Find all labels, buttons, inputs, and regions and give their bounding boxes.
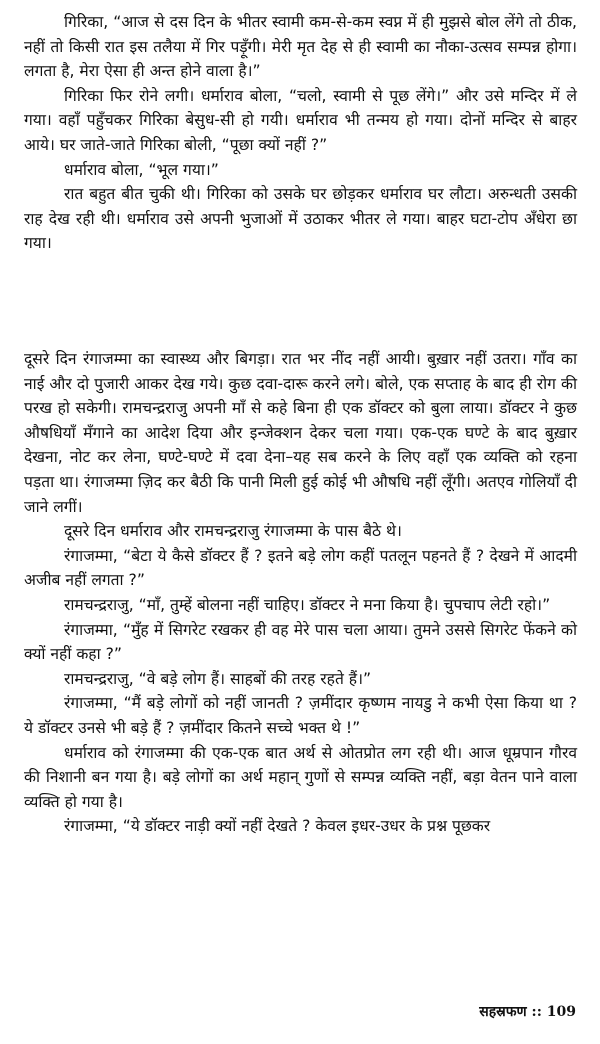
page-footer xyxy=(479,1000,576,1025)
paragraph: रात बहुत बीत चुकी थी। गिरिका को उसके घर छोड़कर धर्माराव घर लौटा। अरुन्धती उसकी राह देख रही थी। धर्माराव उसे अपनी भुजाओं में उठाकर भीतर ले गया। बाहर घटा-टोप अँधेरा छा गया। xyxy=(24,185,577,253)
running-title: सहस्रफण xyxy=(479,1004,527,1020)
paragraph: रंगाजम्मा, “मुँह में सिगरेट रखकर ही वह मेरे पास चला आया। तुमने उससे सिगरेट फेंकने को क्यों नहीं कहा ?” xyxy=(24,620,577,664)
text-block-top xyxy=(24,10,577,256)
paragraph: गिरिका, “आज से दस दिन के भीतर स्वामी कम-से-कम स्वप्न में ही मुझसे बोल लेंगे तो ठीक, नहीं तो किसी रात इस तलैया में गिर पड़ूँगी। मेरी मृत देह से ही स्वामी का नौका-उत्सव सम्पन्न होगा। लगता है, मेरा ऐसा ही अन्त होने वाला है।” xyxy=(24,13,577,81)
paragraph: रामचन्द्रराजु, “वे बड़े लोग हैं। साहबों की तरह रहते हैं।” xyxy=(64,669,372,688)
paragraph: रंगाजम्मा, “बेटा ये कैसे डॉक्टर हैं ? इतने बड़े लोग कहीं पतलून पहनते हैं ? देखने में आदमी अजीब नहीं लगता ?” xyxy=(24,546,577,590)
text-block-bottom xyxy=(24,347,577,839)
paragraph: रंगाजम्मा, “ये डॉक्टर नाड़ी क्यों नहीं देखते ? केवल इधर-उधर के प्रश्न पूछकर xyxy=(64,817,491,836)
footer-separator: :: xyxy=(531,1004,542,1020)
paragraph: धर्माराव बोला, “भूल गया।” xyxy=(64,160,219,179)
paragraph: रंगाजम्मा, “मैं बड़े लोगों को नहीं जानती ? ज़मींदार कृष्णम नायडु ने कभी ऐसा किया था ? ये डॉक्टर उनसे भी बड़े हैं ? ज़मींदार कितने सच्चे भक्त थे !” xyxy=(24,694,577,737)
page-number: 109 xyxy=(546,1004,576,1020)
paragraph: रामचन्द्रराजु, “माँ, तुम्हें बोलना नहीं चाहिए। डॉक्टर ने मना किया है। चुपचाप लेटी रहो।” xyxy=(64,595,551,614)
paragraph: गिरिका फिर रोने लगी। धर्माराव बोला, “चलो, स्वामी से पूछ लेंगे।” और उसे मन्दिर में ले गया। वहाँ पहुँचकर गिरिका बेसुध-सी हो गयी। धर्माराव भी तन्मय हो गया। दोनों मन्दिर से बाहर आये। घर जाते-जाते गिरिका बोली, “पूछा क्यों नहीं ?” xyxy=(24,86,577,154)
paragraph: धर्माराव को रंगाजम्मा की एक-एक बात अर्थ से ओतप्रोत लग रही थी। आज धूम्रपान गौरव की निशानी बन गया है। बड़े लोगों का अर्थ महान् गुणों से सम्पन्न व्यक्ति नहीं, बड़ा वेतन पाने वाला व्यक्ति हो गया है। xyxy=(24,743,577,811)
paragraph: दूसरे दिन रंगाजम्मा का स्वास्थ्य और बिगड़ा। रात भर नींद नहीं आयी। बुख़ार नहीं उतरा। गाँव का नाई और दो पुजारी आकर देख गये। कुछ दवा-दारू करने लगे। बोले, एक सप्ताह के बाद ही रोग की परख हो सकेगी। रामचन्द्रराजु अपनी माँ से कहे बिना ही एक डॉक्टर को बुला लाया। डॉक्टर ने कुछ औषधियाँ मँगाने का आदेश दिया और इन्जेक्शन देकर चला गया। एक-एक घण्टे के बाद बुख़ार देखना, नोट कर लेना, घण्टे-घण्टे में दवा देना–यह सब करने के लिए वहाँ एक व्यक्ति को रहना पड़ता था। रंगाजम्मा ज़िद कर बैठी कि पानी मिली हुई कोई भी औषधि नहीं लूँगी। अतएव गोलियाँ दी जाने लगीं। xyxy=(24,350,577,516)
paragraph: दूसरे दिन धर्माराव और रामचन्द्रराजु रंगाजम्मा के पास बैठे थे। xyxy=(64,522,402,541)
